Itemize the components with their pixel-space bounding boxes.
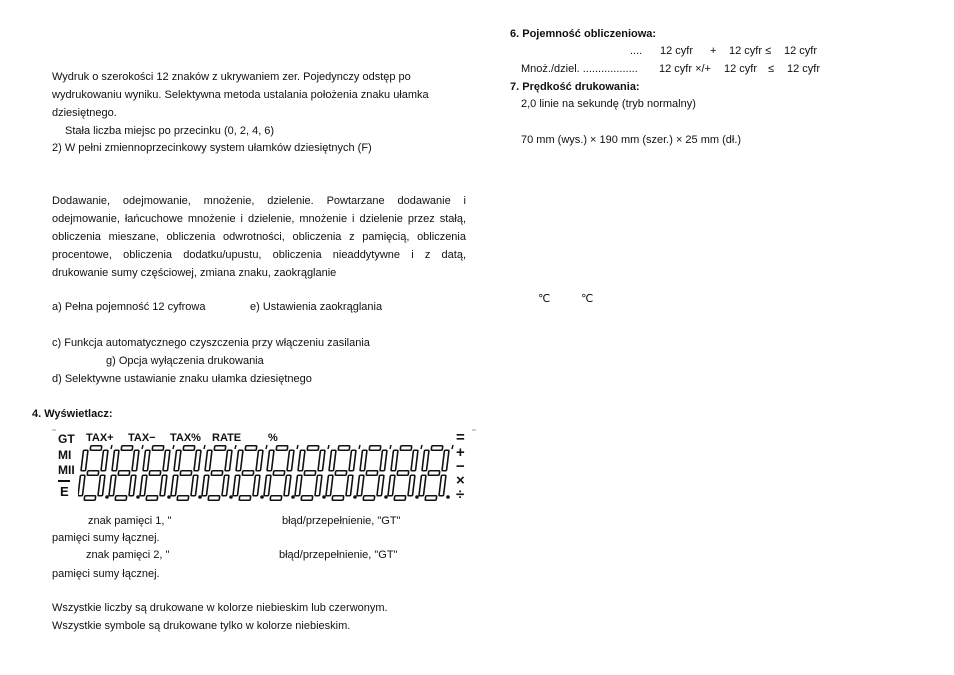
lcd-digit (139, 446, 170, 501)
lcd-rate-label: RATE (212, 432, 242, 444)
lcd-decimal-dot (136, 495, 140, 499)
lcd-separator-tick (328, 445, 329, 449)
lcd-error-label: E (60, 484, 69, 499)
lcd-separator-tick (390, 445, 391, 449)
operations-line-3: obliczenia mieszane, obliczenia odwrotności, obliczenia z pamięcią, obliczenia (52, 231, 466, 243)
memory-1-text-a: znak pamięci 1, " (88, 515, 172, 527)
lcd-percent-label: % (268, 432, 278, 444)
capacity-r1-c4: 12 cyfr ≤ (729, 45, 772, 57)
lcd-decimal-dot (291, 495, 295, 499)
lcd-digit (418, 446, 449, 501)
feature-g: g) Opcja wyłączenia drukowania (106, 355, 264, 367)
lcd-tax-percent-label: TAX% (170, 432, 201, 444)
lcd-display-illustration (52, 428, 476, 504)
capacity-r2-c2: 12 cyfr ×/+ (659, 63, 711, 75)
colors-line-1: Wszystkie liczby są drukowane w kolorze niebieskim lub czerwonym. (52, 602, 388, 614)
lcd-gt-label: GT (58, 432, 75, 446)
feature-c: c) Funkcja automatycznego czyszczenia przy włączeniu zasilania (52, 337, 370, 349)
memory-2-text-a: znak pamięci 2, " (86, 549, 170, 561)
lcd-digit (263, 446, 294, 501)
lcd-separator-tick (111, 445, 112, 449)
print-text-line-3: dziesiętnego. (52, 107, 117, 119)
capacity-r2-c4: ≤ (768, 63, 775, 75)
fixed-decimal-text: Stała liczba miejsc po przecinku (0, 2, 4, 6) (65, 125, 275, 137)
dimensions-value: 70 mm (wys.) × 190 mm (szer.) × 25 mm (dł.) (521, 134, 742, 146)
lcd-separator-tick (452, 445, 453, 449)
lcd-multiply-symbol: × (456, 472, 465, 489)
lcd-digit (356, 446, 387, 501)
lcd-decimal-dot (260, 495, 264, 499)
lcd-decimal-dot (353, 495, 357, 499)
display-heading: 4. Wyświetlacz: (32, 408, 113, 420)
capacity-r1-c3: + (710, 45, 717, 57)
lcd-digit (170, 446, 201, 501)
lcd-plus-symbol: + (456, 444, 465, 461)
colors-line-2: Wszystkie symbole są drukowane tylko w kolorze niebieskim. (52, 620, 351, 632)
capacity-r2-c1: Mnoż./dziel. .................. (521, 63, 638, 75)
lcd-decimal-dot (105, 495, 109, 499)
lcd-decimal-dot (446, 495, 450, 499)
capacity-r1-c1: .... (630, 45, 643, 57)
lcd-digit (325, 446, 356, 501)
memory-1-text-b: błąd/przepełnienie, "GT" (282, 515, 401, 527)
lcd-separator-tick (173, 445, 174, 449)
lcd-decimal-dot (415, 495, 419, 499)
lcd-digit-array (78, 444, 458, 504)
lcd-digit (78, 446, 109, 501)
print-text-line-2: wydrukowaniu wyniku. Selektywna metoda ustalania położenia znaku ułamka (52, 89, 429, 101)
capacity-r2-c3: 12 cyfr (724, 63, 758, 75)
print-text-line-1: Wydruk o szerokości 12 znaków z ukrywaniem zer. Pojedynczy odstęp po (52, 71, 411, 83)
lcd-separator-tick (359, 445, 360, 449)
lcd-decimal-dot (167, 495, 171, 499)
memory-2-text-c: pamięci sumy łącznej. (52, 568, 160, 580)
feature-e: e) Ustawienia zaokrąglania (250, 301, 383, 313)
lcd-memory-1-label: MI (58, 448, 72, 462)
lcd-separator-tick (142, 445, 143, 449)
lcd-divide-symbol: ÷ (456, 486, 465, 503)
temperature-unit-2: ℃ (581, 293, 594, 305)
lcd-separator-tick (421, 445, 422, 449)
capacity-r1-c5: 12 cyfr (784, 45, 818, 57)
lcd-separator-tick (235, 445, 236, 449)
lcd-decimal-dot (229, 495, 233, 499)
memory-2-text-b: błąd/przepełnienie, "GT" (279, 549, 398, 561)
operations-line-1: Dodawanie, odejmowanie, mnożenie, dzielenie. Powtarzane dodawanie i (52, 195, 466, 207)
lcd-separator-tick (297, 445, 298, 449)
lcd-equals-symbol: = (456, 429, 465, 446)
operations-line-2: odejmowanie, łańcuchowe mnożenie i dzielenie, mnożenie i dzielenie przez stałą, (52, 213, 466, 225)
lcd-minus-segment (58, 480, 70, 482)
lcd-digit (201, 446, 232, 501)
lcd-digit (108, 446, 139, 501)
capacity-r2-c5: 12 cyfr (787, 63, 821, 75)
lcd-separator-tick (266, 445, 267, 449)
lcd-decimal-dot (322, 495, 326, 499)
feature-d: d) Selektywne ustawianie znaku ułamka dziesiętnego (52, 373, 312, 385)
lcd-tax-plus-label: TAX+ (86, 432, 114, 444)
speed-heading: 7. Prędkość drukowania: (510, 81, 640, 93)
lcd-minus-symbol: − (456, 458, 465, 475)
lcd-decimal-dot (384, 495, 388, 499)
lcd-digit (387, 446, 418, 501)
lcd-decimal-dot (198, 495, 202, 499)
speed-value: 2,0 linie na sekundę (tryb normalny) (521, 98, 696, 110)
lcd-memory-2-label: MII (58, 463, 75, 477)
temperature-unit-1: ℃ (538, 293, 551, 305)
memory-1-text-c: pamięci sumy łącznej. (52, 532, 160, 544)
capacity-heading: 6. Pojemność obliczeniowa: (510, 28, 657, 40)
floating-decimal-text: 2) W pełni zmiennoprzecinkowy system ułamków dziesiętnych (F) (52, 142, 372, 154)
capacity-r1-c2: 12 cyfr (660, 45, 694, 57)
feature-a: a) Pełna pojemność 12 cyfrowa (52, 301, 206, 313)
lcd-digit (294, 446, 325, 501)
operations-line-4: procentowe, obliczenia dodatku/upustu, obliczenia nieaddytywne i z datą, (52, 249, 466, 261)
lcd-digit (232, 446, 263, 501)
lcd-tax-minus-label: TAX− (128, 432, 156, 444)
operations-line-5: drukowanie sumy częściowej, zmiana znaku, zaokrąglanie (52, 267, 337, 279)
lcd-separator-tick (204, 445, 205, 449)
